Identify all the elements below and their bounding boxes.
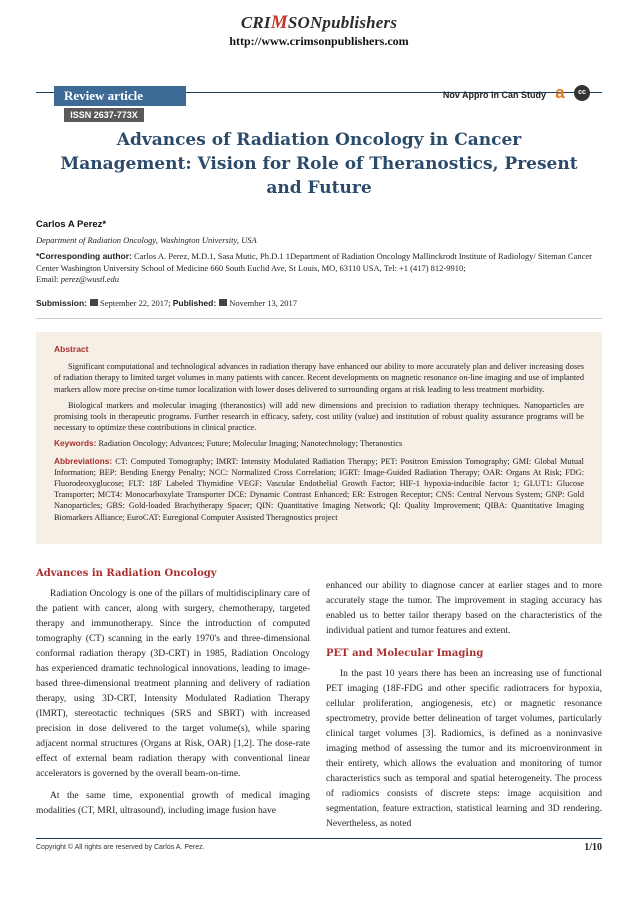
page-number: 1/10 (584, 842, 602, 853)
logo-text-m: M (270, 12, 288, 33)
body-paragraph: Radiation Oncology is one of the pillars of multidisciplinary care of the patient with cancer, along with surgery, chemotherapy, targeted therapy and immunotherapy. Since the introduction of computed tomography (CT) scanning in the early 1970's and three-dimensional conformal radiation therapy (3D-CRT) in 1985, Radiation Oncology has experienced dramatic technological innovations, leading to image-based three-dimensional treatment planning and delivery of radiation therapy, using 3D-CRT, Intensity Modulated Radiation Therapy (IMRT), stereotactic techniques (SRS and SBRT) with increased precision in dose delivered to the target volume(s), while sparing adjacent normal structures (Organs at Risk, OAR) [1,2]. The dose-rate effect of external beam radiation therapy with conventional linear accelerators is governed by the overall beam-on-time. (36, 589, 310, 779)
author-affiliation: Department of Radiation Oncology, Washington University, USA (36, 235, 257, 245)
email-label: Email: (36, 274, 59, 284)
keywords-text: Radiation Oncology; Advances; Future; Molecular Imaging; Nanotechnology; Theranostics (98, 439, 403, 449)
submission-date: September 22, 2017; (100, 298, 171, 308)
body-column-left (36, 566, 310, 826)
article-title: Advances of Radiation Oncology in Cancer Management: Vision for Role of Theranostics, Present and Future (60, 130, 578, 198)
body-column-right (326, 579, 602, 839)
abbreviations-label: Abbreviations: (54, 455, 113, 466)
author-name: Carlos A Perez* (36, 219, 107, 230)
open-access-icon: a (555, 83, 565, 102)
journal-name: Nov Appro in Can Study (442, 90, 546, 100)
copyright-notice: Copyright © All rights are reserved by Carlos A. Perez. (36, 844, 205, 851)
keywords-label: Keywords: (54, 438, 97, 449)
abbreviations (54, 456, 584, 523)
publisher-url[interactable]: http://www.crimsonpublishers.com (229, 34, 409, 48)
section-heading-advances: Advances in Radiation Oncology (36, 568, 217, 579)
published-date: November 13, 2017 (229, 298, 297, 308)
published-label: Published: (172, 298, 217, 308)
body-paragraph-continued: enhanced our ability to diagnose cancer at earlier stages and to more accurately stage the tumor. The improvement in staging accuracy has enabled us to better tailor therapy based on the characteristics of the individual patient and tumor features and extent. (326, 581, 602, 636)
corresponding-label: *Corresponding author: (36, 251, 132, 261)
corresponding-text: Carlos A. Perez, M.D.1, Sasa Mutic, Ph.D.1 1Department of Radiation Oncology Mallinckrodt Institute of Radiology/ Siteman Cancer Center Washington University School of Medicine 660 South Euclid Ave, St Louis, MO, 63110 USA, Tel: +1 (417) 812-9910; (36, 251, 592, 273)
title-divider (36, 318, 602, 319)
abstract-heading: Abstract (54, 344, 89, 354)
logo-text-end: SONpublishers (287, 13, 398, 32)
corresponding-author (36, 251, 604, 286)
submission-label: Submission: (36, 298, 88, 308)
body-paragraph: At the same time, exponential growth of medical imaging modalities (CT, MRI, ultrasound), including image fusion have (36, 791, 310, 816)
creative-commons-icon: cc (574, 85, 590, 101)
keywords (54, 438, 584, 449)
article-type-badge: Review article (54, 86, 186, 106)
calendar-icon (90, 299, 98, 306)
calendar-icon (219, 299, 227, 306)
section-heading-pet: PET and Molecular Imaging (326, 648, 484, 659)
abstract-box (36, 332, 602, 544)
footer-divider (36, 838, 602, 839)
issn-badge: ISSN 2637-773X (64, 108, 144, 122)
article-dates (36, 298, 297, 308)
email-link[interactable]: perez@wustl.edu (60, 274, 120, 284)
publisher-logo (0, 12, 638, 34)
abstract-paragraph-1: Significant computational and technological advances in radiation therapy have enhanced our ability to more accurately plan and deliver increasing doses of radiation therapy to limited target volumes in many patients with cancer. Recent developments on magnetic resonance on-line imaging and use of implanted markers allow more precise on-time tumor localization with lower doses delivered to surrounding organs at risk leading to less treatment morbidity. (54, 362, 584, 394)
logo-text-start: CRI (240, 13, 271, 32)
abbreviations-text: CT: Computed Tomography; IMRT: Intensity Modulated Radiation Therapy; PET: Positron Emission Tomography; GMI: Global Mutual Information; BEP: Bending Energy Penalty; NCC: Normalized Cross Correlation; IGRT: Image-Guided Radiation Therapy; OAR: Organs At Risk; FDG: Fluorodeoxyglucose; FLT: 18F Labeled Thymidine VEGF: Vascular Endothelial Growth Factor; HIF-1 hypoxia-inducible factor 1; GLUT1: Glucose Transporter; MCT4: Monocarboxylate Transporter DCE: Dynamic Contrast Enhanced; ER: Estrogen Receptor; CNS: Central Nervous System; GNP: Gold Nanoparticles; GBS: Gold-loaded Brachytherapy Spacer; QIN: Quantitative Imaging Network; QI: Quality Improvement; QIBA: Quantitative Imaging Biomarkers Alliance; EuroCAT: Euregional Computer Assisted Theragnostics project (54, 456, 584, 522)
abstract-paragraph-2: Biological markers and molecular imaging (theranostics) will add new dimensions and precision to radiation therapy techniques. Nanoparticles are promising tools in therapeutic programs. Further research in efficacy, safety, cost utility (value) and institution of robust quality assurance programs will be necessary to optimize these contributions in clinical practice. (54, 400, 584, 433)
body-paragraph: In the past 10 years there has been an increasing use of functional PET imaging (18F-FDG and other specific radiotracers for hypoxia, cellular proliferation, angiogenesis, etc) or magnetic resonance spectrometry, provide better delineation of target volumes, particularly clinical target volumes [3]. Radiomics, is defined as a noninvasive imaging method of assessing the tumor and its microenvironment in their entirety, which allows the evaluation and monitoring of tumor characteristics such as temporal and spatial heterogeneity. The process of radiomics consists of discrete steps: image acquisition and segmentation, feature extraction, statistical learning and 3D rendering. Nevertheless, as noted (326, 669, 602, 829)
